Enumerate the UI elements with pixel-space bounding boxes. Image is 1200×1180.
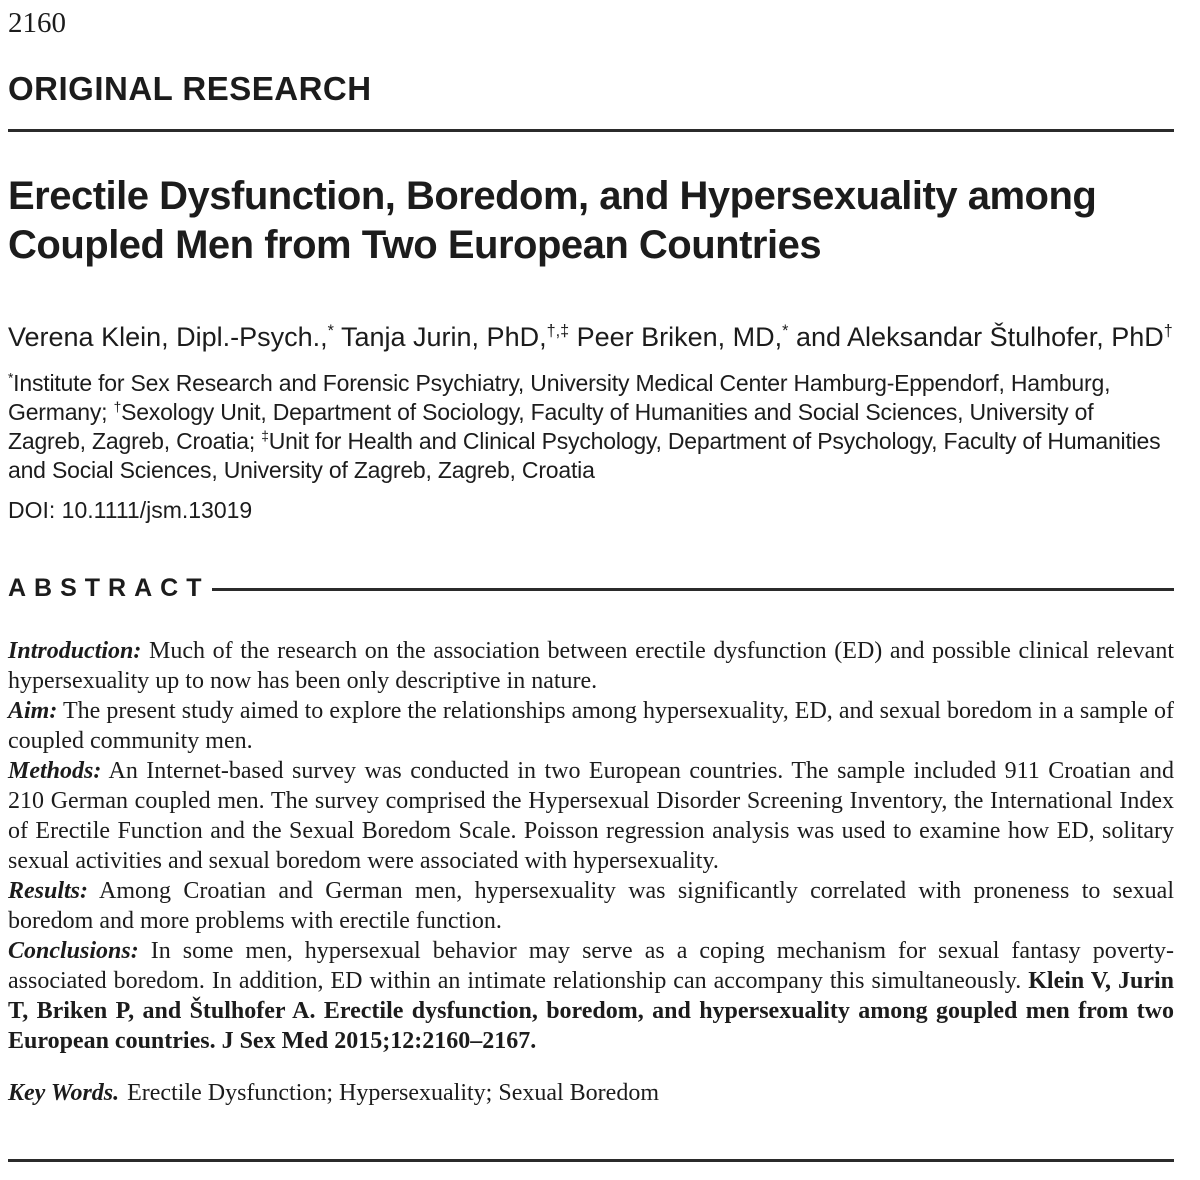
author-3: Peer Briken, MD, bbox=[569, 322, 783, 353]
abstract-heading-label: ABSTRACT bbox=[8, 574, 210, 603]
article-title bbox=[8, 172, 1174, 270]
affiliation-2-marker: † bbox=[113, 399, 122, 415]
abstract-methods-text: An Internet-based survey was conducted in two European countries. The sample included 911 Croatian and 210 German coupled men. The survey comprised the Hypersexual Disorder Screening Inventory, the International Index of Erectile Function and the Sexual Boredom Scale. Poisson regression analysis was used to examine how ED, solitary sexual activities and sexual boredom were associated with hypersexuality. bbox=[8, 758, 1174, 875]
affiliations bbox=[8, 369, 1174, 485]
affiliation-1: Institute for Sex Research and Forensic Psychiatry, University Medical Center Hamburg-Eppendorf, Hamburg, Germany; bbox=[8, 370, 1111, 426]
abstract-heading bbox=[8, 576, 1174, 601]
doi-value: 10.1111/jsm.13019 bbox=[61, 497, 253, 524]
doi-line bbox=[8, 496, 1174, 525]
author-3-affiliation-marker: * bbox=[782, 322, 789, 341]
article-citation: Klein V, Jurin T, Briken P, and Štulhofer A. Erectile dysfunction, boredom, and hypersexuality among goupled men from two European countries. J Sex Med 2015;12:2160–2167. bbox=[8, 968, 1175, 1055]
article-title-line1: Erectile Dysfunction, Boredom, and Hypersexuality among bbox=[8, 174, 1097, 219]
abstract-introduction-text: Much of the research on the association between erectile dysfunction (ED) and possible clinical relevant hypersexuality up to now has been only descriptive in nature. bbox=[8, 638, 1174, 695]
affiliation-3: Unit for Health and Clinical Psychology, Department of Psychology, Faculty of Humanities and Social Sciences, University of Zagreb, Zagreb, Croatia bbox=[8, 428, 1161, 484]
author-byline bbox=[8, 320, 1174, 354]
author-4: and Aleksandar Štulhofer, PhD bbox=[788, 322, 1164, 353]
abstract-methods-label: Methods: bbox=[8, 758, 102, 785]
author-2-affiliation-marker: †,‡ bbox=[546, 322, 570, 341]
affiliation-3-marker: ‡ bbox=[261, 428, 269, 444]
author-2: Tanja Jurin, PhD, bbox=[333, 322, 547, 353]
abstract-conclusions-label: Conclusions: bbox=[8, 938, 139, 965]
abstract-conclusions-text: In some men, hypersexual behavior may serve as a coping mechanism for sexual fantasy poverty-associated boredom. In addition, ED within an intimate relationship can accompany this simultaneously. bbox=[8, 938, 1175, 995]
abstract-results-paragraph bbox=[8, 876, 1174, 936]
abstract-aim-label: Aim: bbox=[8, 698, 58, 725]
abstract-introduction-paragraph bbox=[8, 636, 1174, 696]
page-number: 2160 bbox=[8, 7, 66, 39]
abstract-introduction-label: Introduction: bbox=[8, 638, 142, 665]
article-title-line2: Coupled Men from Two European Countries bbox=[8, 223, 822, 268]
affiliation-1-marker: * bbox=[8, 370, 14, 386]
abstract-conclusions-paragraph bbox=[8, 936, 1174, 1056]
footer-divider bbox=[8, 1159, 1174, 1162]
keywords-text: Erectile Dysfunction; Hypersexuality; Sexual Boredom bbox=[127, 1080, 659, 1107]
article-type-label: ORIGINAL RESEARCH bbox=[8, 69, 372, 107]
abstract-body bbox=[8, 636, 1174, 1056]
keywords-label: Key Words. bbox=[8, 1080, 120, 1107]
author-1-affiliation-marker: * bbox=[327, 322, 334, 341]
abstract-aim-text: The present study aimed to explore the relationships among hypersexuality, ED, and sexual boredom in a sample of coupled community men. bbox=[8, 698, 1174, 755]
abstract-methods-paragraph bbox=[8, 756, 1174, 876]
header-divider bbox=[8, 129, 1174, 132]
abstract-results-text: Among Croatian and German men, hypersexuality was significantly correlated with proneness to sexual boredom and more problems with erectile function. bbox=[8, 878, 1174, 935]
affiliation-2: Sexology Unit, Department of Sociology, Faculty of Humanities and Social Sciences, University of Zagreb, Zagreb, Croatia; bbox=[8, 399, 1094, 455]
doi-label: DOI: bbox=[8, 497, 56, 524]
abstract-aim-paragraph bbox=[8, 696, 1174, 756]
abstract-heading-rule bbox=[212, 588, 1175, 591]
author-1: Verena Klein, Dipl.-Psych., bbox=[8, 322, 328, 353]
keywords-line bbox=[8, 1078, 1174, 1108]
abstract-results-label: Results: bbox=[8, 878, 89, 905]
author-4-affiliation-marker: † bbox=[1163, 322, 1173, 341]
